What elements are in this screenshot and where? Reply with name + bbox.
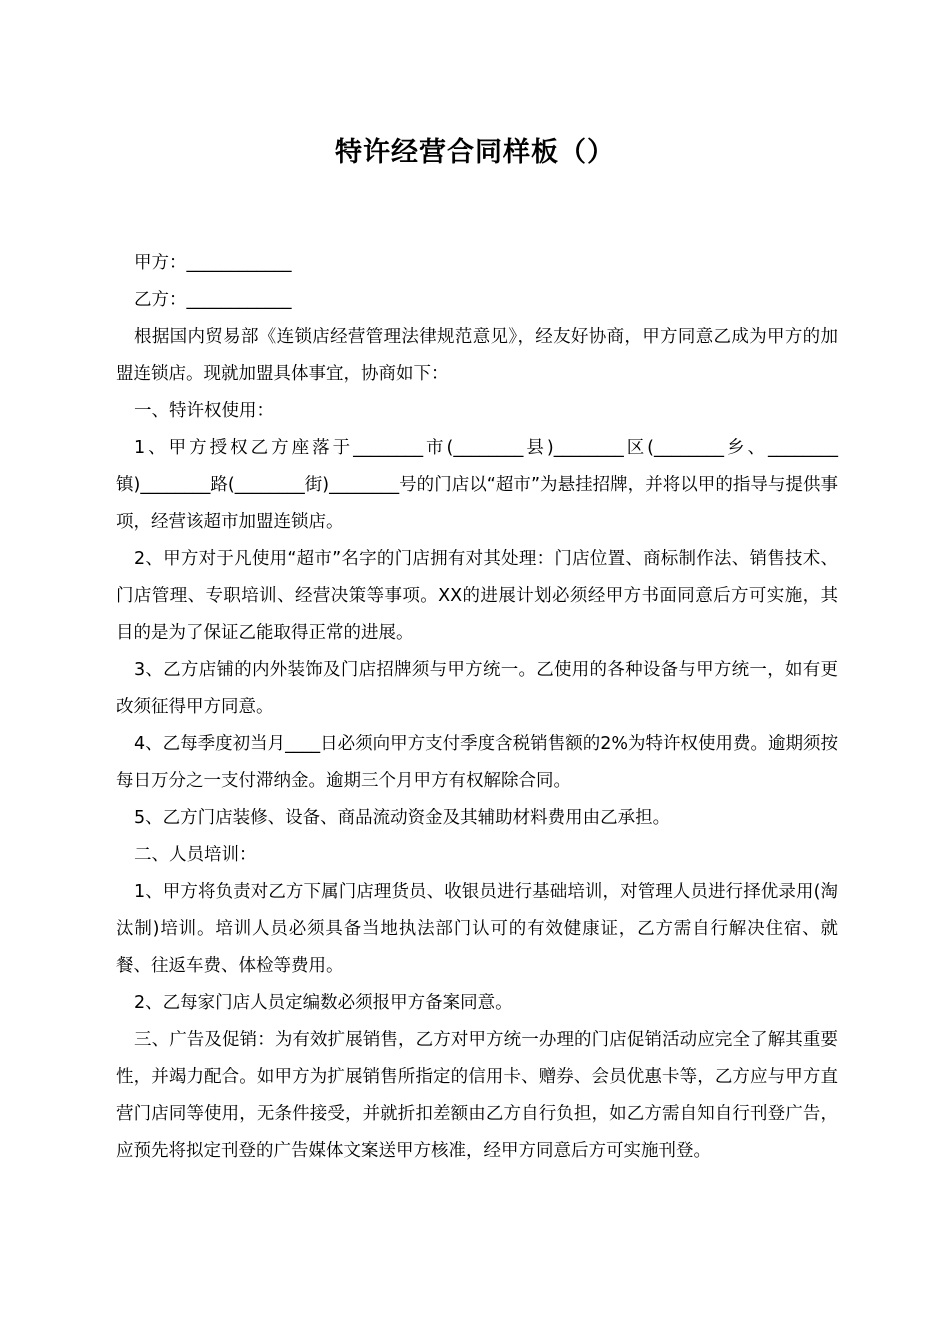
clause-1-2: 2、甲方对于凡使用“超市”名字的门店拥有对其处理：门店位置、商标制作法、销售技术、门店管理、专职培训、经营决策等事项。XX的进展计划必须经甲方书面同意后方可实施，其目的是为了保证乙能取得正常的进展。 xyxy=(116,549,838,643)
clause-2-1: 1、甲方将负责对乙方下属门店理货员、收银员进行基础培训，对管理人员进行择优录用(淘汰制)培训。培训人员必须具备当地执法部门认可的有效健康证，乙方需自行解决住宿、就餐、往返车费、体检等费用。 xyxy=(116,882,838,976)
clause-1-3: 3、乙方店铺的内外装饰及门店招牌须与甲方统一。乙使用的各种设备与甲方统一，如有更改须征得甲方同意。 xyxy=(116,660,838,717)
clause-2-2: 2、乙每家门店人员定编数必须报甲方备案同意。 xyxy=(134,993,513,1013)
party-b-line: 乙方：____________ xyxy=(134,290,292,310)
section-advertising-promotion: 三、广告及促销：为有效扩展销售，乙方对甲方统一办理的门店促销活动应完全了解其重要性，并竭力配合。如甲方为扩展销售所指定的信用卡、赠券、会员优惠卡等，乙方应与甲方直营门店同等使用，无条件接受，并就折扣差额由乙方自行负担，如乙方需自知自行刊登广告，应预先将拟定刊登的广告媒体文案送甲方核准，经甲方同意后方可实施刊登。 xyxy=(116,1030,838,1161)
preamble-paragraph: 根据国内贸易部《连锁店经营管理法律规范意见》，经友好协商，甲方同意乙成为甲方的加盟连锁店。现就加盟具体事宜，协商如下： xyxy=(116,327,838,384)
clause-1-4: 4、乙每季度初当月____日必须向甲方支付季度含税销售额的2%为特许权使用费。逾期须按每日万分之一支付滞纳金。逾期三个月甲方有权解除合同。 xyxy=(116,734,838,791)
party-a-line: 甲方：____________ xyxy=(134,253,292,273)
section-heading-franchise-use: 一、特许权使用： xyxy=(134,401,274,421)
clause-1-1: 1、甲方授权乙方座落于________市(________县)________区(________乡、________镇)________路(________街)________号的门店以“超市”为悬挂招牌，并将以甲的指导与提供事项，经营该超市加盟连锁店。 xyxy=(116,438,838,532)
section-heading-staff-training: 二、人员培训： xyxy=(134,845,257,865)
document-title: 特许经营合同样板（） xyxy=(335,137,615,168)
document-body xyxy=(116,245,838,1170)
clause-1-5: 5、乙方门店装修、设备、商品流动资金及其辅助材料费用由乙承担。 xyxy=(134,808,671,828)
